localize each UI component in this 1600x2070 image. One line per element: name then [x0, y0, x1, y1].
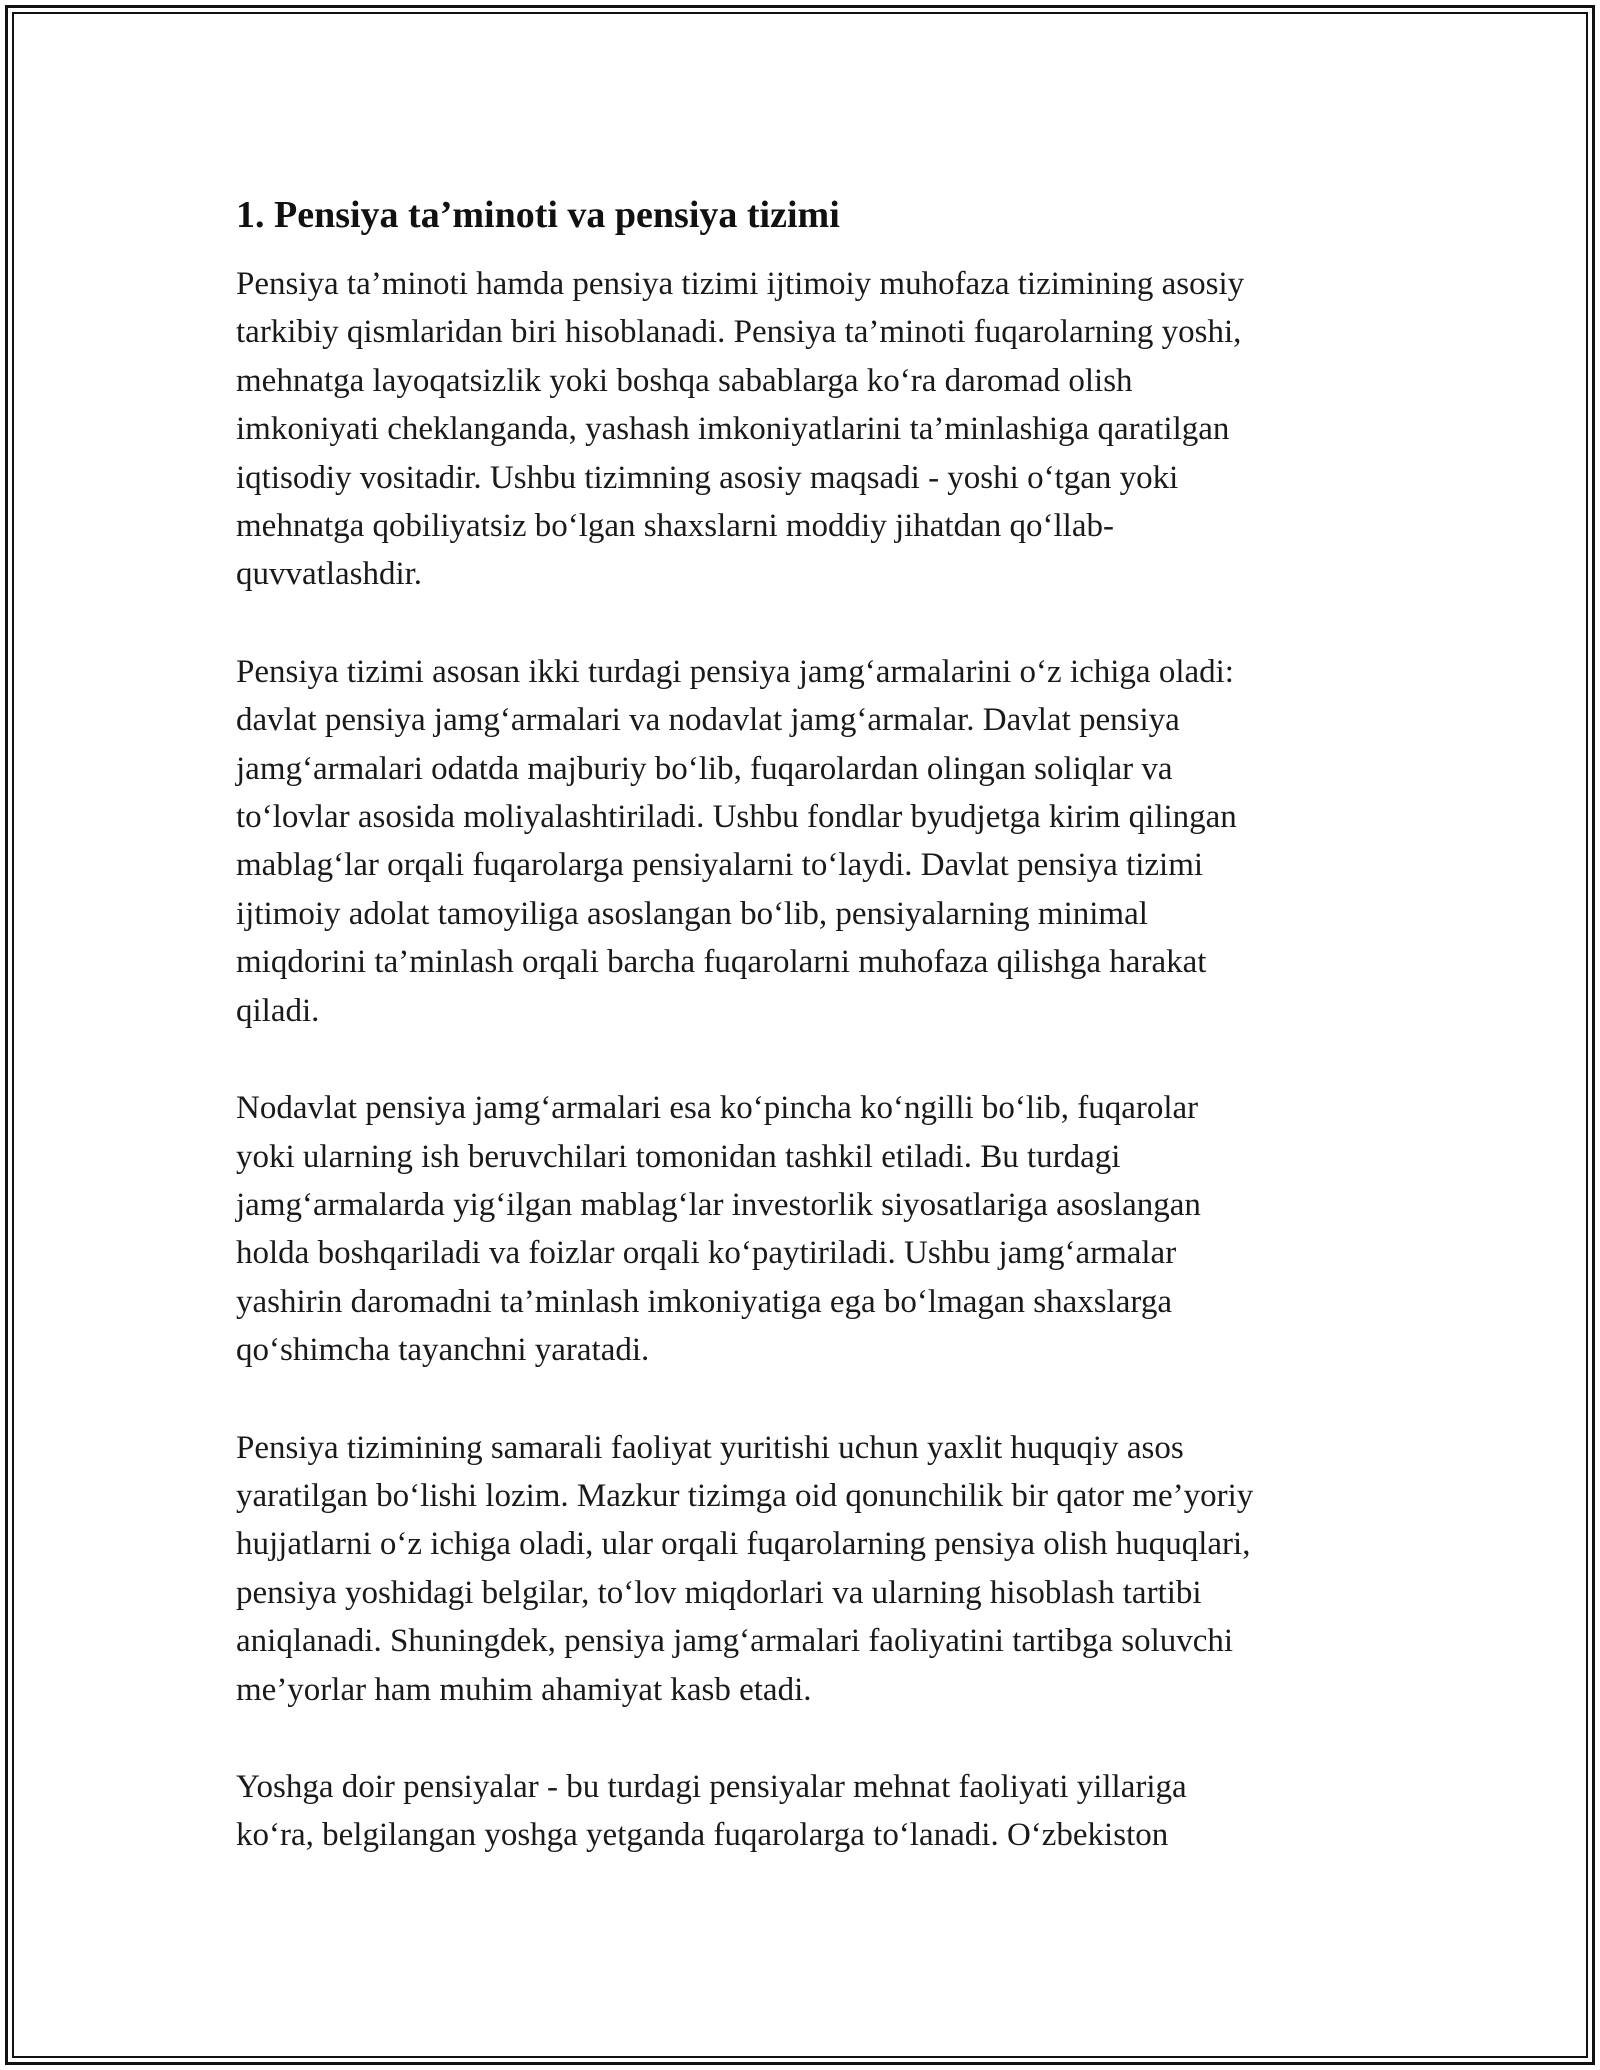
text-line: yashirin daromadni ta’minlash imkoniyatiga ega bo‘lmagan shaxslarga: [236, 1283, 1172, 1320]
text-line: qo‘shimcha tayanchni yaratadi.: [236, 1332, 650, 1369]
text-line: hujjatlarni o‘z ichiga oladi, ular orqali fuqarolarning pensiya olish huquqlari,: [236, 1526, 1251, 1563]
text-line: davlat pensiya jamg‘armalari va nodavlat jamg‘armalar. Davlat pensiya: [236, 702, 1180, 739]
text-line: Pensiya ta’minoti hamda pensiya tizimi ijtimoiy muhofaza tizimining asosiy: [236, 266, 1245, 302]
text-line: mablag‘lar orqali fuqarolarga pensiyalarni to‘laydi. Davlat pensiya tizimi: [236, 847, 1204, 884]
text-line: Pensiya tizimining samarali faoliyat yuritishi uchun yaxlit huquqiy asos: [236, 1429, 1184, 1466]
text-line: yaratilgan bo‘lishi lozim. Mazkur tizimga oid qonunchilik bir qator me’yoriy: [236, 1477, 1254, 1514]
text-line: qiladi.: [236, 992, 320, 1029]
text-line: ijtimoiy adolat tamoyiliga asoslangan bo‘lib, pensiyalarning minimal: [236, 895, 1148, 932]
text-line: Pensiya tizimi asosan ikki turdagi pensiya jamg‘armalarini o‘z ichiga oladi:: [236, 653, 1234, 690]
text-line: jamg‘armalari odatda majburiy bo‘lib, fuqarolardan olingan soliqlar va: [236, 750, 1173, 787]
text-line: yoki ularning ish beruvchilari tomonidan tashkil etiladi. Bu turdagi: [236, 1138, 1121, 1175]
text-line: ko‘ra, belgilangan yoshga yetganda fuqarolarga to‘lanadi. O‘zbekiston: [236, 1817, 1169, 1854]
text-line: me’yorlar ham muhim ahamiyat kasb etadi.: [236, 1671, 812, 1708]
text-line: jamg‘armalarda yig‘ilgan mablag‘lar investorlik siyosatlariga asoslangan: [236, 1186, 1201, 1223]
paragraph-4: [236, 1424, 1366, 1714]
text-line: tarkibiy qismlaridan biri hisoblanadi. Pensiya ta’minoti fuqarolarning yoshi,: [236, 314, 1242, 351]
text-line: imkoniyati cheklanganda, yashash imkoniyatlarini ta’minlashiga qaratilgan: [236, 411, 1230, 448]
text-line: iqtisodiy vositadir. Ushbu tizimning asosiy maqsadi - yoshi o‘tgan yoki: [236, 459, 1179, 496]
document-body: [236, 190, 1366, 1909]
text-line: to‘lovlar asosida moliyalashtiriladi. Ushbu fondlar byudjetga kirim qilingan: [236, 799, 1237, 836]
text-line: quvvatlashdir.: [236, 556, 423, 593]
paragraph-1: [236, 260, 1366, 599]
text-line: miqdorini ta’minlash orqali barcha fuqarolarni muhofaza qilishga harakat: [236, 944, 1207, 981]
paragraph-5: [236, 1763, 1366, 1860]
section-title: 1. Pensiya ta’minoti va pensiya tizimi: [236, 194, 840, 236]
text-line: Yoshga doir pensiyalar - bu turdagi pensiyalar mehnat faoliyati yillariga: [236, 1768, 1187, 1805]
text-line: mehnatga qobiliyatsiz bo‘lgan shaxslarni moddiy jihatdan qo‘llab-: [236, 508, 1114, 545]
text-line: mehnatga layoqatsizlik yoki boshqa sabablarga ko‘ra daromad olish: [236, 362, 1133, 399]
paragraph-2: [236, 648, 1366, 1035]
text-line: holda boshqariladi va foizlar orqali ko‘paytiriladi. Ushbu jamg‘armalar: [236, 1235, 1177, 1272]
text-line: Nodavlat pensiya jamg‘armalari esa ko‘pincha ko‘ngilli bo‘lib, fuqarolar: [236, 1090, 1199, 1127]
text-line: pensiya yoshidagi belgilar, to‘lov miqdorlari va ularning hisoblash tartibi: [236, 1574, 1202, 1611]
text-line: aniqlanadi. Shuningdek, pensiya jamg‘armalari faoliyatini tartibga soluvchi: [236, 1623, 1234, 1660]
paragraph-3: [236, 1084, 1366, 1374]
